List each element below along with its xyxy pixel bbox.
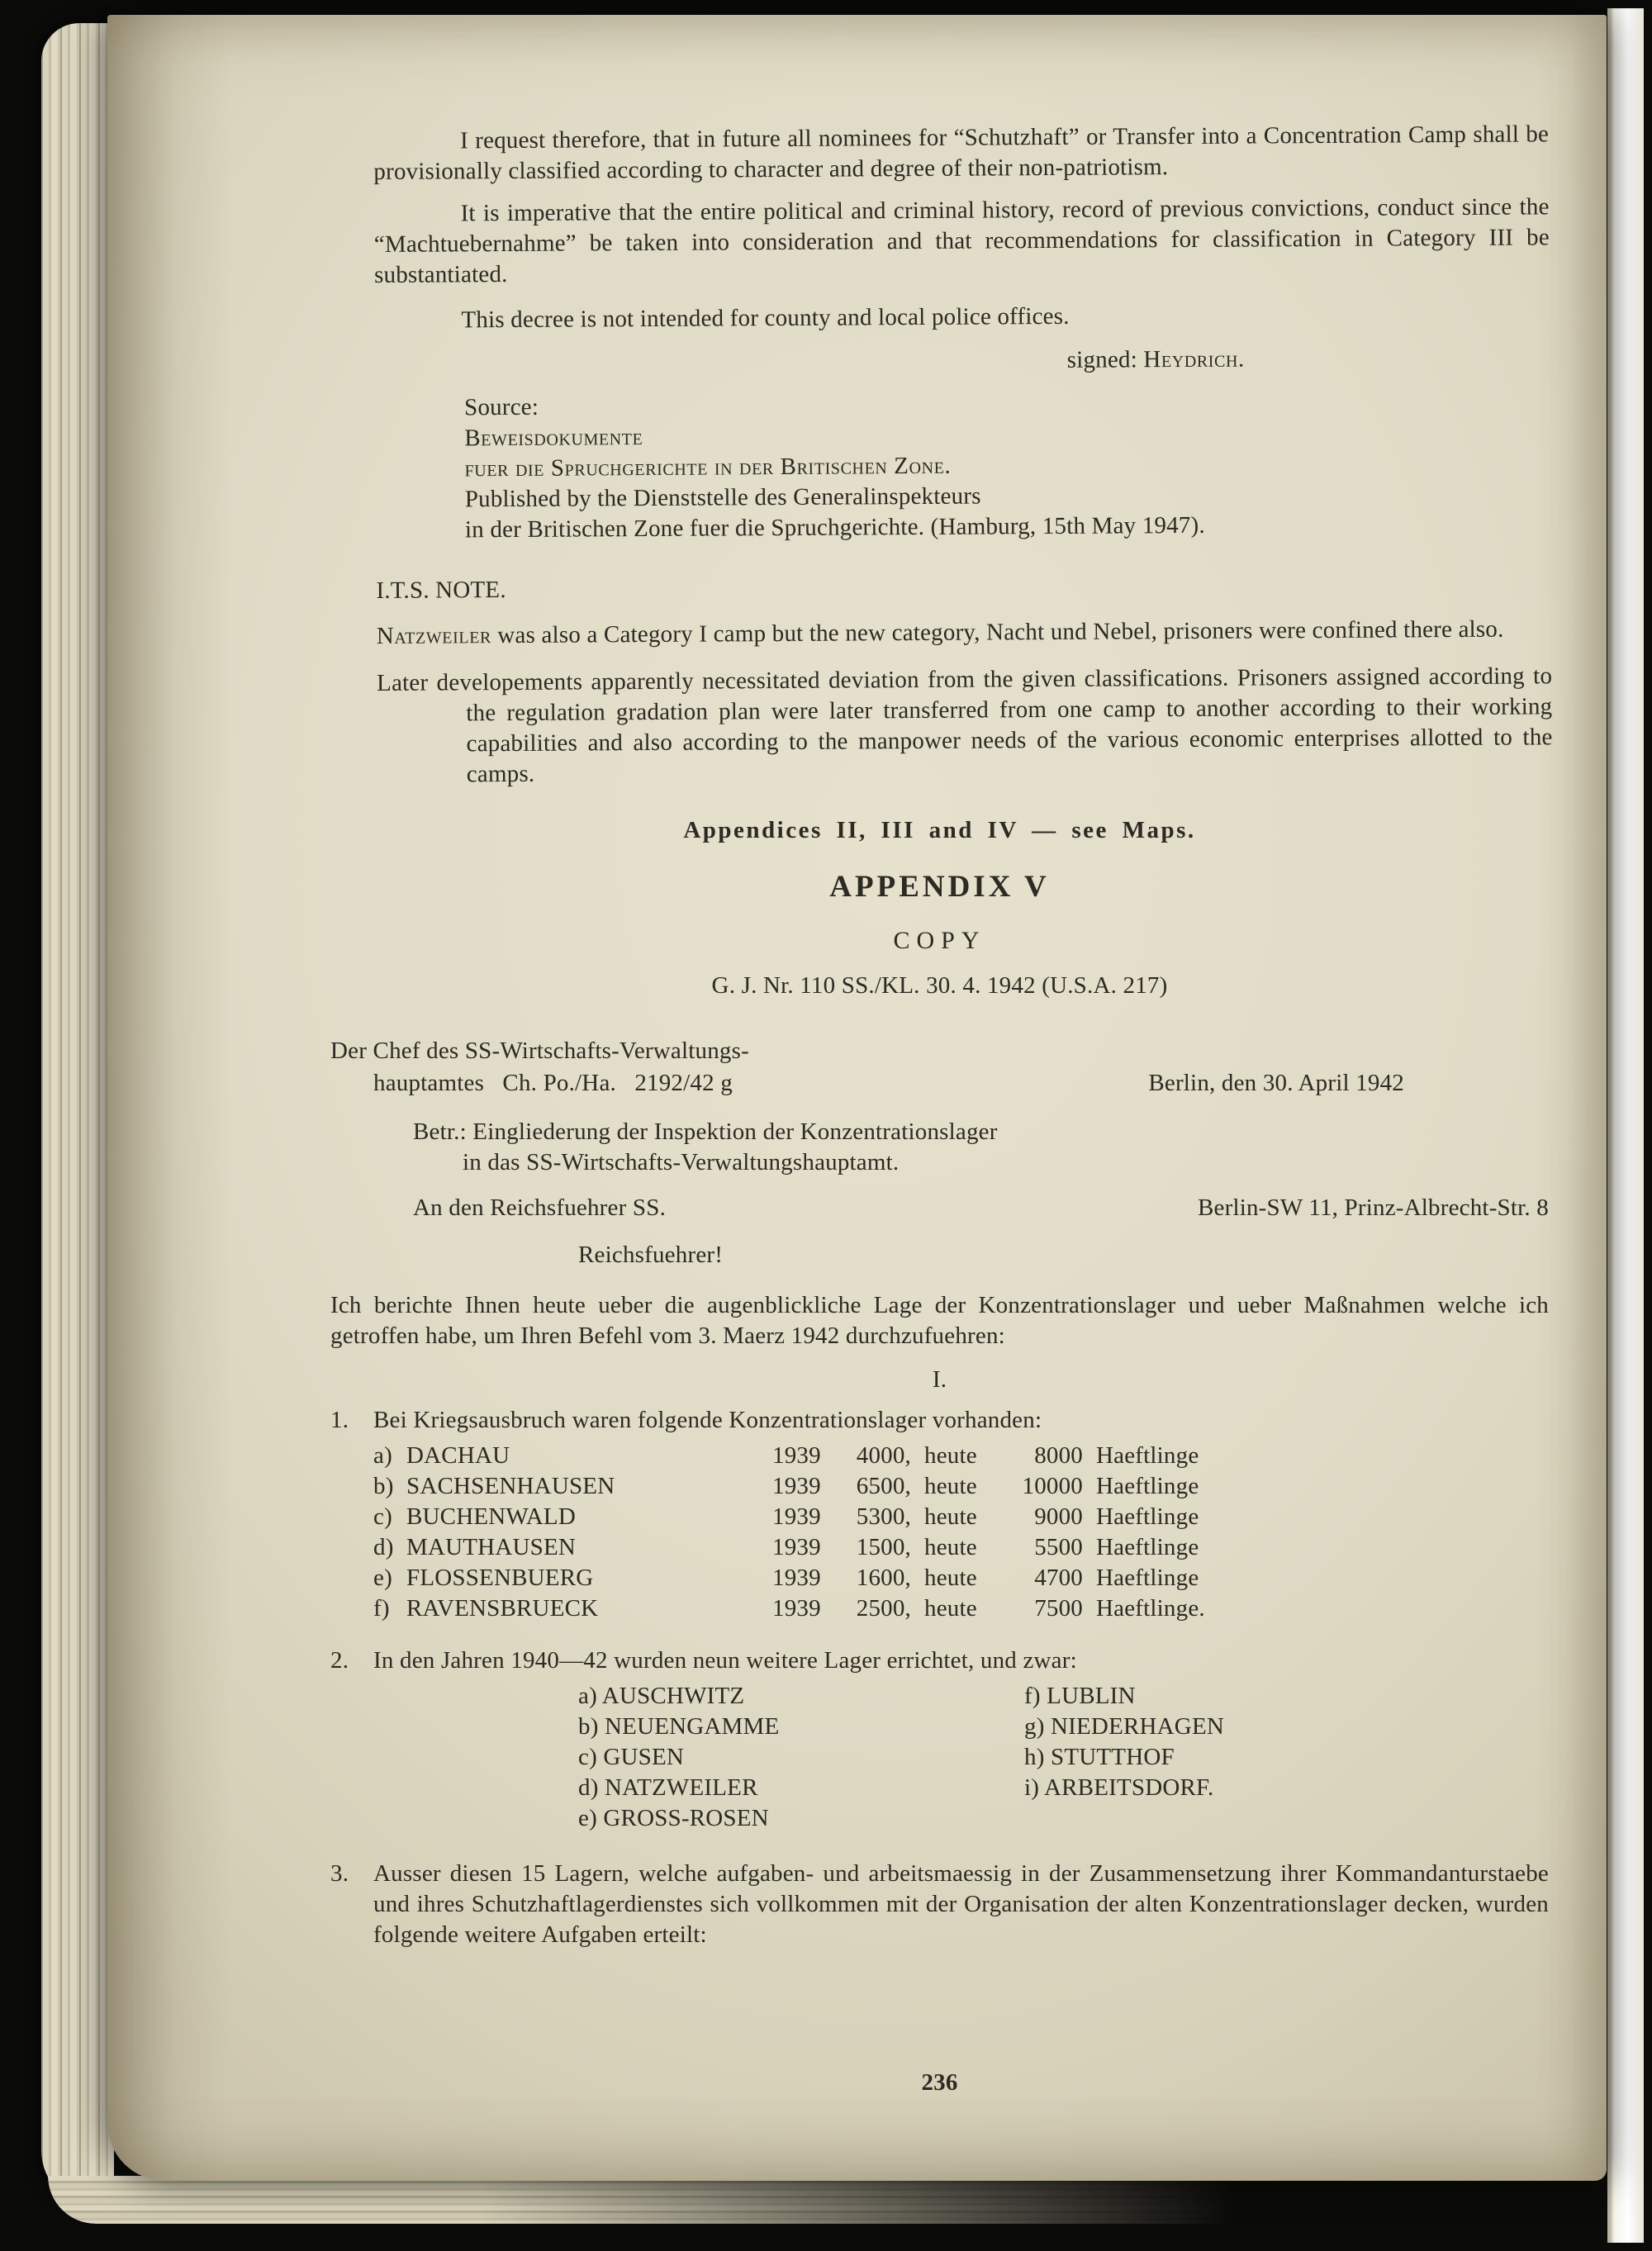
- page-stack-edges-bottom: [48, 2176, 1287, 2224]
- its-note-2: Later developements apparently necessitated deviation from the given classifications. Prisoners assigned according to the regulation gradation plan were later transferred from one camp to another according to their working capabilities and also according to the manpower needs of the various economic enterprises allotted to the camps.: [377, 662, 1553, 788]
- heute-label: heute: [924, 1534, 977, 1560]
- letter-salutation: Reichsfuehrer!: [578, 1242, 724, 1268]
- count-now: 7500: [1034, 1595, 1083, 1622]
- source-line-3: Published by the Dienststelle des Generalinspekteurs: [464, 482, 981, 513]
- signed-name: Heydrich.: [1143, 345, 1245, 373]
- letter-address: Berlin-SW 11, Prinz-Albrecht-Str. 8: [1197, 1194, 1549, 1221]
- camp-year: 1939: [772, 1595, 821, 1622]
- heute-label: heute: [924, 1565, 977, 1591]
- count-1939: 4000,: [856, 1442, 911, 1469]
- new-camps-right-column: [1024, 1681, 1224, 1834]
- list-item: d) NATZWEILER: [578, 1774, 758, 1801]
- book-page: [107, 15, 1607, 2181]
- heute-label: heute: [924, 1473, 977, 1499]
- paragraph-schutzhaft: I request therefore, that in future all nominees for “Schutzhaft” or Transfer into a Concentration Camp shall be provisionally classified according to character and degree of their non-patriotism.: [373, 121, 1550, 185]
- row-label: f): [373, 1595, 390, 1622]
- camp-name: BUCHENWALD: [406, 1503, 576, 1530]
- count-now: 9000: [1034, 1503, 1083, 1530]
- item-2-marker: 2.: [330, 1647, 349, 1674]
- row-label: d): [373, 1534, 394, 1560]
- list-item: h) STUTTHOF: [1024, 1744, 1175, 1770]
- letter-subject-line-1: Betr.: Eingliederung der Inspektion der Konzentrationslager: [413, 1118, 998, 1145]
- unit-label: Haeftlinge: [1096, 1503, 1199, 1530]
- heute-label: heute: [924, 1442, 977, 1469]
- letter-sender-line-2: hauptamtes Ch. Po./Ha. 2192/42 g: [373, 1070, 733, 1096]
- copy-heading: COPY: [893, 927, 986, 954]
- letter-section: [330, 1036, 1549, 1395]
- camp-year: 1939: [772, 1534, 821, 1560]
- letter-sender-row: [330, 1068, 1549, 1099]
- count-now: 10000: [1022, 1473, 1083, 1499]
- item-1-marker: 1.: [330, 1407, 349, 1433]
- source-block: [464, 386, 1551, 545]
- count-1939: 5300,: [856, 1503, 911, 1530]
- item-2-text: In den Jahren 1940—42 wurden neun weitere Lager errichtet, und zwar:: [373, 1647, 1077, 1674]
- count-now: 4700: [1034, 1565, 1083, 1591]
- page-content: [107, 15, 1607, 2098]
- paragraph-imperative: It is imperative that the entire political and criminal history, record of previous convictions, conduct since the “Machtuebernahme” be taken into consideration and that recommendations for classification in Category III be substantiated.: [373, 193, 1550, 288]
- new-camps-left-column: [578, 1681, 1024, 1834]
- unit-label: Haeftlinge: [1096, 1534, 1199, 1560]
- list-item-3: [330, 1859, 1549, 1950]
- table-row: [373, 1471, 1549, 1502]
- signature-line: [1067, 342, 1550, 376]
- count-1939: 2500,: [856, 1595, 911, 1622]
- list-item: b) NEUENGAMME: [578, 1713, 780, 1740]
- paragraph-decree: This decree is not intended for county and local police offices.: [461, 302, 1070, 334]
- camp-name: MAUTHAUSEN: [406, 1534, 576, 1560]
- count-now: 5500: [1034, 1534, 1083, 1560]
- item-3-text: Ausser diesen 15 Lagern, welche aufgaben- und arbeitsmaessig in der Zusammensetzung ihrer Kommandanturstaebe und ihres Schutzhaftlagerdienstes sich vollkommen mit der Organisation der alten Konzentrationslager decken, wurden folgende weitere Aufgaben erteilt:: [373, 1860, 1549, 1948]
- page-stack-edges-left: [41, 23, 114, 2208]
- unit-label: Haeftlinge: [1096, 1442, 1199, 1469]
- camp-name: SACHSENHAUSEN: [406, 1473, 615, 1499]
- source-label: Source:: [463, 393, 539, 421]
- english-extract-section: [373, 119, 1553, 791]
- list-item: c) GUSEN: [578, 1744, 685, 1770]
- natzweiler-smallcaps: Natzweiler: [376, 622, 492, 649]
- list-item-2: [330, 1646, 1549, 1676]
- row-label: c): [373, 1503, 392, 1530]
- camp-name: FLOSSENBUERG: [406, 1565, 594, 1591]
- list-item: g) NIEDERHAGEN: [1024, 1713, 1225, 1740]
- its-note-1: [377, 614, 1552, 652]
- row-label: e): [373, 1565, 392, 1591]
- table-row: [373, 1502, 1549, 1532]
- heute-label: heute: [924, 1595, 977, 1622]
- letter-recipient-row: [330, 1193, 1549, 1223]
- facing-page-edge: [1607, 8, 1644, 2243]
- letter-intro: Ich berichte Ihnen heute ueber die augenblickliche Lage der Konzentrationslager und ueber Maßnahmen welche ich getroffen habe, um Ihren Befehl vom 3. Maerz 1942 durchzufuehren:: [330, 1292, 1549, 1349]
- count-1939: 1500,: [856, 1534, 911, 1560]
- unit-label: Haeftlinge: [1096, 1565, 1199, 1591]
- its-note-heading: I.T.S. NOTE.: [376, 577, 506, 604]
- item-3-marker: 3.: [330, 1860, 349, 1887]
- row-label: b): [373, 1473, 394, 1499]
- camp-name: DACHAU: [406, 1442, 510, 1469]
- camp-year: 1939: [772, 1473, 821, 1499]
- unit-label: Haeftlinge: [1096, 1473, 1199, 1499]
- appendices-maps-line: Appendices II, III and IV — see Maps.: [683, 817, 1196, 843]
- table-row: [373, 1532, 1549, 1563]
- count-now: 8000: [1034, 1442, 1083, 1469]
- table-row: [373, 1441, 1549, 1471]
- camp-name: RAVENSBRUECK: [406, 1595, 599, 1622]
- list-item: i) ARBEITSDORF.: [1024, 1774, 1214, 1801]
- unit-label: Haeftlinge.: [1096, 1595, 1205, 1622]
- new-camps-list: [578, 1681, 1549, 1834]
- count-1939: 1600,: [856, 1565, 911, 1591]
- signed-label: signed:: [1066, 346, 1144, 373]
- camp-year: 1939: [772, 1565, 821, 1591]
- table-row: [373, 1593, 1549, 1624]
- source-line-1: Beweisdokumente: [464, 424, 643, 452]
- letter-recipient: An den Reichsfuehrer SS.: [413, 1194, 667, 1221]
- section-numeral: I.: [932, 1366, 947, 1393]
- heute-label: heute: [924, 1503, 977, 1530]
- camp-year: 1939: [772, 1442, 821, 1469]
- camp-year: 1939: [772, 1503, 821, 1530]
- document-reference: G. J. Nr. 110 SS./KL. 30. 4. 1942 (U.S.A. 217): [711, 972, 1168, 999]
- count-1939: 6500,: [856, 1473, 911, 1499]
- source-line-4: in der Britischen Zone fuer die Spruchgerichte. (Hamburg, 15th May 1947).: [464, 511, 1205, 544]
- letter-sender-line-1: Der Chef des SS-Wirtschafts-Verwaltungs-: [330, 1038, 749, 1064]
- letter-date: Berlin, den 30. April 1942: [1148, 1070, 1404, 1096]
- camps-table: [373, 1441, 1549, 1624]
- its-note-1-rest: was also a Category I camp but the new category, Nacht und Nebel, prisoners were confined there also.: [491, 615, 1504, 649]
- item-1-text: Bei Kriegsausbruch waren folgende Konzentrationslager vorhanden:: [373, 1407, 1042, 1433]
- list-item: a) AUSCHWITZ: [578, 1683, 745, 1709]
- letter-subject-line-2: in das SS-Wirtschafts-Verwaltungshauptamt.: [463, 1149, 900, 1175]
- list-item: e) GROSS-ROSEN: [578, 1805, 769, 1831]
- list-item: f) LUBLIN: [1024, 1683, 1136, 1709]
- row-label: a): [373, 1442, 392, 1469]
- appendix-v-title: APPENDIX V: [829, 870, 1050, 904]
- source-line-2: fuer die Spruchgerichte in der Britischen Zone.: [464, 452, 952, 482]
- list-item-1: [330, 1405, 1549, 1436]
- page-number: 236: [921, 2069, 958, 2096]
- table-row: [373, 1563, 1549, 1593]
